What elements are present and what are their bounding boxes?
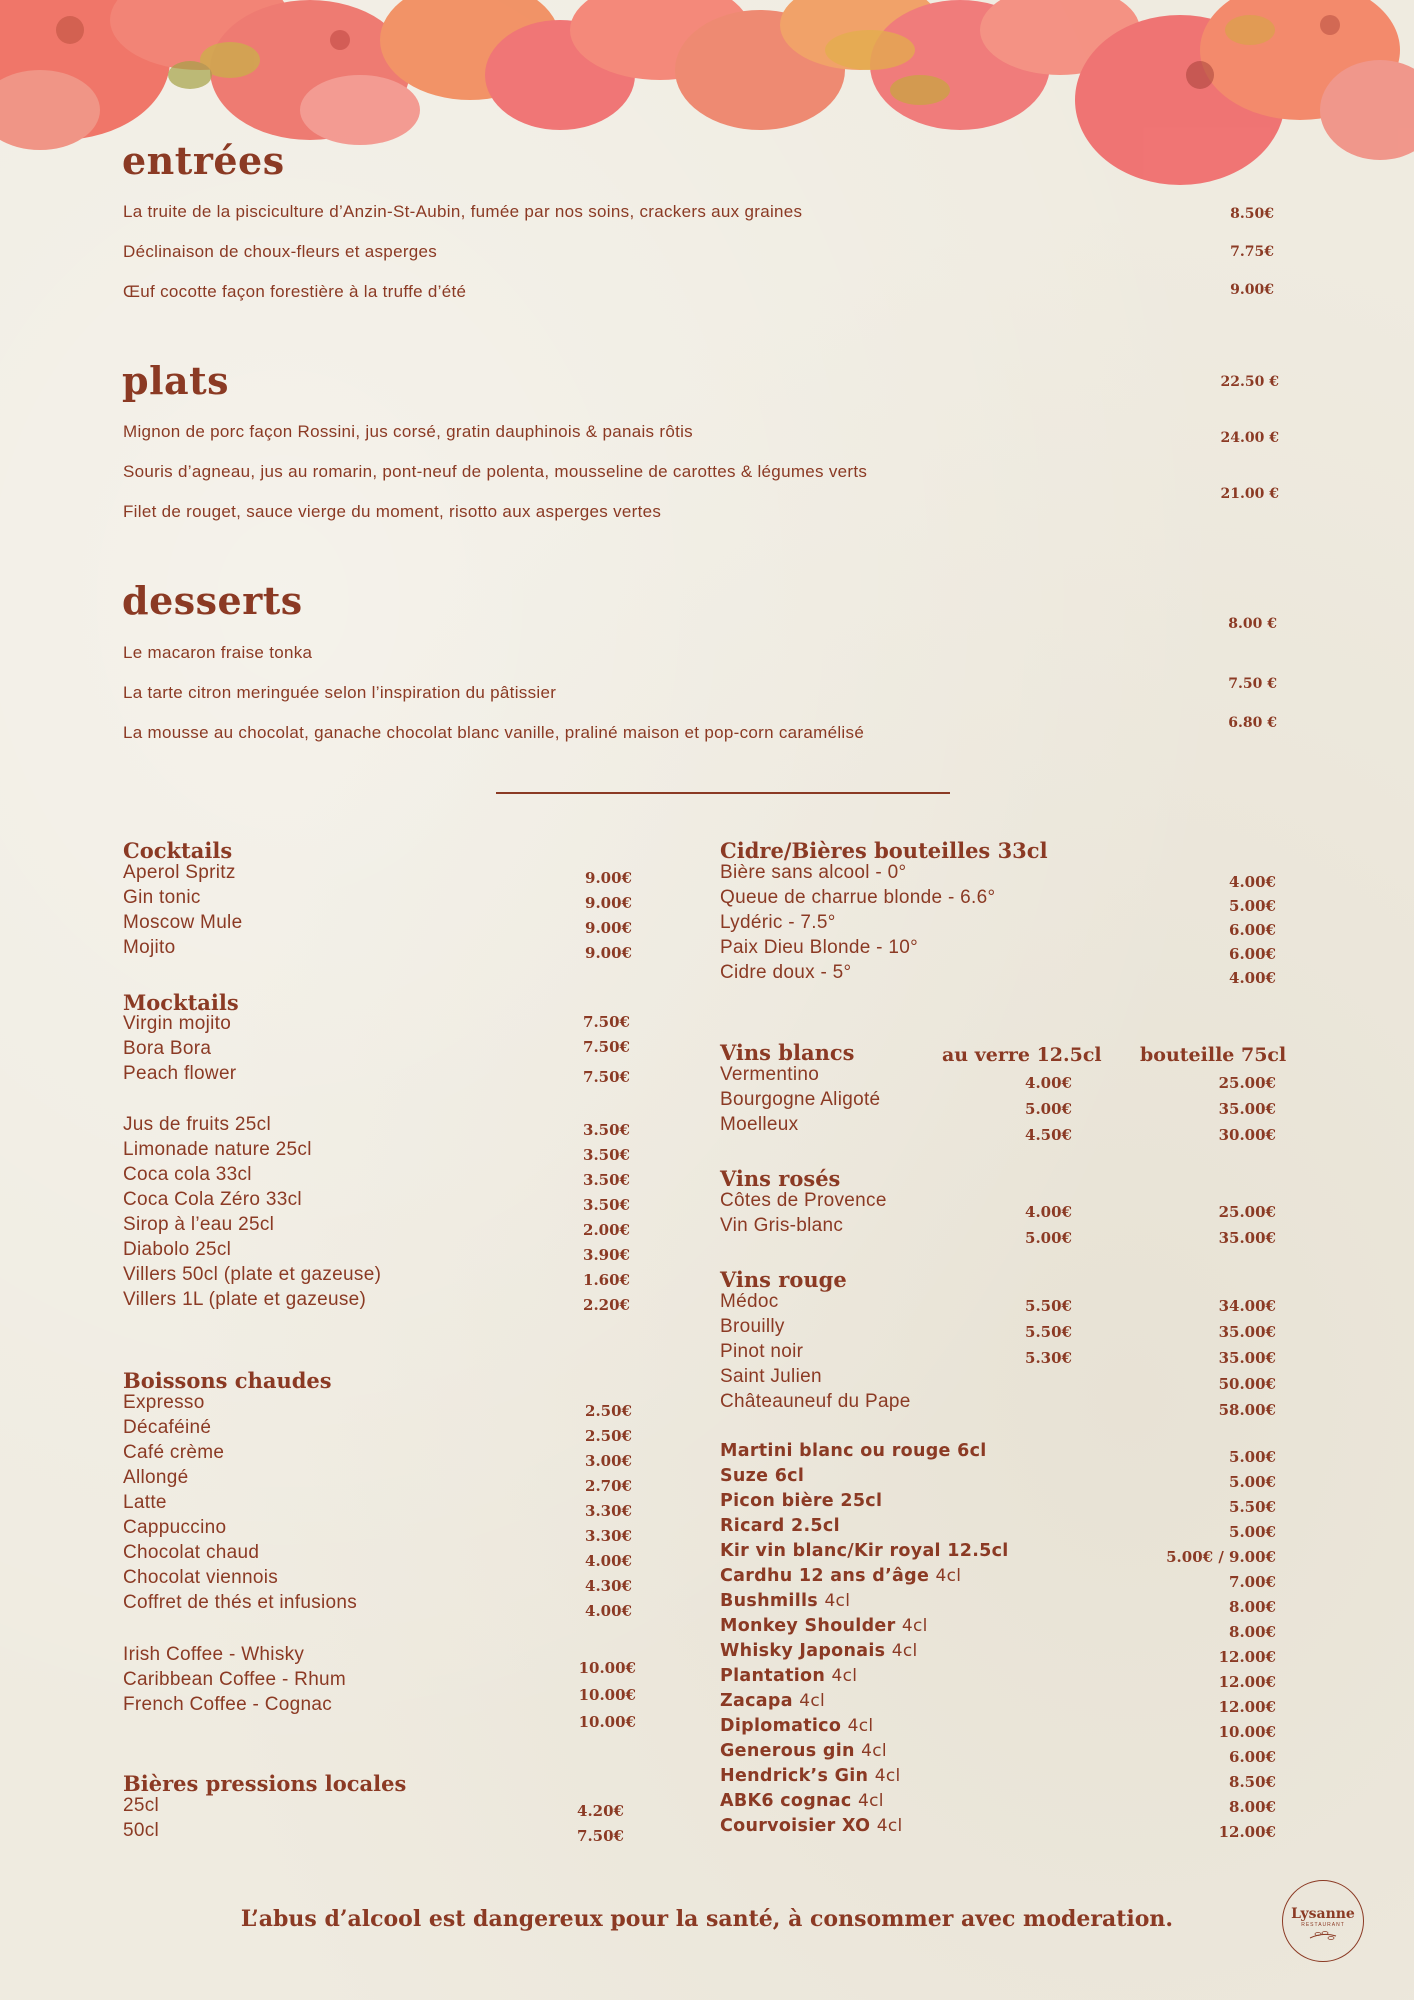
spirit-unit: 4cl [799,1691,826,1711]
section-title-mocktails: Mocktails [123,990,239,1015]
bottle-beer-price: 6.00€ [1229,921,1276,939]
spirit-item [720,1691,1009,1716]
spirit-item [720,1741,1009,1766]
cocktail-price: 9.00€ [585,869,632,887]
section-title-bieres-pressions: Bières pressions locales [123,1771,407,1796]
dessert-price: 6.80 € [1228,715,1277,731]
spirit-price: 5.50€ [1229,1498,1276,1516]
mocktail-list [123,1013,236,1088]
spirit-price: 8.00€ [1229,1798,1276,1816]
white-wine-bottle-price: 30.00€ [1218,1126,1276,1144]
spirit-price: 5.00€ / 9.00€ [1166,1548,1276,1566]
spirit-name: Monkey Shoulder [720,1616,896,1636]
spirit-unit: 4cl [935,1566,962,1586]
soft-drink-price: 2.20€ [583,1296,630,1314]
hot-drink-price: 3.00€ [585,1452,632,1470]
plat-item: Mignon de porc façon Rossini, jus corsé, gratin dauphinois & panais rôtis [123,422,693,441]
hot-drink-price: 2.50€ [585,1402,632,1420]
spirit-name: Kir vin blanc/Kir royal 12.5cl [720,1541,1009,1561]
mocktail-prices [583,1010,630,1090]
dessert-item: Le macaron fraise tonka [123,643,313,662]
cocktail-item: Mojito [123,937,176,958]
spirit-item [720,1641,1009,1666]
spirit-item [720,1466,1009,1491]
soft-drink-item: Sirop à l’eau 25cl [123,1214,275,1235]
hot-drink-prices [585,1399,632,1624]
bottle-beer-price: 6.00€ [1229,945,1276,963]
white-wine-bottle-prices [1219,1071,1276,1149]
cocktail-item: Aperol Spritz [123,862,236,883]
bottle-beer-price: 5.00€ [1229,897,1276,915]
spirit-name: Courvoisier XO [720,1816,871,1836]
spirit-item [720,1516,1009,1541]
red-wine-glass-price: 5.50€ [1025,1323,1072,1341]
spirit-unit: 4cl [857,1791,884,1811]
mocktail-item: Peach flower [123,1063,237,1084]
hot-drink-item: Chocolat chaud [123,1542,260,1563]
white-wine-item: Vermentino [720,1064,820,1085]
rose-wine-glass-prices [1025,1200,1072,1252]
spirit-price: 12.00€ [1218,1823,1276,1841]
soft-drink-item: Coca Cola Zéro 33cl [123,1189,302,1210]
spirit-unit: 4cl [831,1666,858,1686]
red-wine-item: Saint Julien [720,1366,822,1387]
spirit-name: ABK6 cognac [720,1791,852,1811]
soft-drink-list [123,1114,381,1314]
spirit-unit: 4cl [824,1591,851,1611]
red-wine-bottle-price: 34.00€ [1218,1297,1276,1315]
cocktail-item: Gin tonic [123,887,201,908]
mocktail-item: Virgin mojito [123,1013,232,1034]
bottle-beer-item: Queue de charrue blonde - 6.6° [720,887,996,908]
dessert-price: 7.50 € [1228,676,1277,692]
dessert-item: La mousse au chocolat, ganache chocolat blanc vanille, praliné maison et pop-corn caramélisé [123,723,865,742]
spirit-name: Zacapa [720,1691,793,1711]
section-title-entrees: entrées [122,138,285,183]
red-wine-list [720,1291,911,1416]
draft-beer-item: 50cl [123,1820,160,1841]
spirit-item [720,1566,1009,1591]
spirit-item [720,1666,1009,1691]
restaurant-logo [1282,1880,1364,1962]
bottle-beer-price: 4.00€ [1229,873,1276,891]
white-wine-glass-prices [1025,1071,1072,1149]
entree-price: 9.00€ [1230,282,1274,298]
soft-drink-item: Limonade nature 25cl [123,1139,312,1160]
draft-beer-prices [577,1799,624,1849]
rose-wine-glass-price: 4.00€ [1025,1203,1072,1221]
rose-wine-bottle-price: 25.00€ [1218,1203,1276,1221]
coffee-cocktail-prices [579,1656,636,1737]
red-wine-item: Brouilly [720,1316,785,1337]
spirit-price: 12.00€ [1218,1648,1276,1666]
white-wine-bottle-price: 35.00€ [1218,1100,1276,1118]
spirit-name: Suze 6cl [720,1466,805,1486]
hot-drink-price: 4.00€ [585,1602,632,1620]
section-title-cocktails: Cocktails [123,838,233,863]
mocktail-price: 7.50€ [583,1068,630,1086]
red-wine-bottle-price: 58.00€ [1218,1401,1276,1419]
red-wine-glass-price: 5.30€ [1025,1349,1072,1367]
red-wine-item: Pinot noir [720,1341,804,1362]
coffee-cocktail-price: 10.00€ [578,1713,636,1731]
hot-drink-list [123,1392,357,1617]
spirit-price: 5.00€ [1229,1523,1276,1541]
soft-drink-item: Coca cola 33cl [123,1164,252,1185]
soft-drink-item: Diabolo 25cl [123,1239,232,1260]
spirit-name: Diplomatico [720,1716,842,1736]
red-wine-item: Médoc [720,1291,779,1312]
coffee-cocktail-list [123,1644,346,1719]
spirit-item [720,1616,1009,1641]
section-title-vins-rouge: Vins rouge [720,1267,847,1292]
coffee-cocktail-item: French Coffee - Cognac [123,1694,333,1715]
spirit-price: 6.00€ [1229,1748,1276,1766]
bottle-beer-item: Paix Dieu Blonde - 10° [720,937,918,958]
red-wine-item: Châteauneuf du Pape [720,1391,911,1412]
white-wine-glass-price: 4.50€ [1025,1126,1072,1144]
red-wine-bottle-price: 35.00€ [1218,1323,1276,1341]
spirit-item [720,1791,1009,1816]
dessert-item: La tarte citron meringuée selon l’inspiration du pâtissier [123,683,557,702]
spirit-unit: 4cl [876,1816,903,1836]
hot-drink-price: 3.30€ [585,1502,632,1520]
hot-drink-item: Allongé [123,1467,189,1488]
hot-drink-item: Chocolat viennois [123,1567,279,1588]
spirit-item [720,1766,1009,1791]
wine-bottle-header: bouteille 75cl [1140,1044,1287,1066]
red-wine-bottle-price: 35.00€ [1218,1349,1276,1367]
spirit-name: Hendrick’s Gin [720,1766,869,1786]
spirit-price: 12.00€ [1218,1698,1276,1716]
soft-drink-item: Villers 1L (plate et gazeuse) [123,1289,367,1310]
wine-glass-header: au verre 12.5cl [942,1044,1102,1066]
plat-item: Souris d’agneau, jus au romarin, pont-neuf de polenta, mousseline de carottes & légumes verts [123,462,868,481]
red-wine-bottle-prices [1219,1294,1276,1424]
spirit-name: Bushmills [720,1591,819,1611]
draft-beer-item: 25cl [123,1795,160,1816]
spirit-prices [1166,1445,1276,1845]
bottle-beer-item: Lydéric - 7.5° [720,912,836,933]
bottle-beer-item: Cidre doux - 5° [720,962,852,983]
spirit-price: 8.50€ [1229,1773,1276,1791]
cocktail-list [123,862,242,962]
cocktail-item: Moscow Mule [123,912,243,933]
hot-drink-item: Décaféiné [123,1417,212,1438]
spirit-price: 12.00€ [1218,1673,1276,1691]
section-title-boissons-chaudes: Boissons chaudes [123,1368,332,1393]
soft-drink-item: Jus de fruits 25cl [123,1114,271,1135]
plat-price: 21.00 € [1220,486,1279,502]
rose-wine-item: Côtes de Provence [720,1190,887,1211]
rose-wine-item: Vin Gris-blanc [720,1215,844,1236]
hot-drink-item: Coffret de thés et infusions [123,1592,358,1613]
spirit-unit: 4cl [901,1616,928,1636]
entree-price: 7.75€ [1230,244,1274,260]
spirit-price: 5.00€ [1229,1473,1276,1491]
spirit-price: 8.00€ [1229,1598,1276,1616]
mocktail-price: 7.50€ [583,1013,630,1031]
logo-subtitle: RESTAURANT [1301,1922,1345,1928]
spirit-name: Picon bière 25cl [720,1491,883,1511]
spirit-unit: 4cl [874,1766,901,1786]
rose-wine-glass-price: 5.00€ [1025,1229,1072,1247]
coffee-cocktail-price: 10.00€ [578,1686,636,1704]
white-wine-bottle-price: 25.00€ [1218,1074,1276,1092]
white-wine-glass-price: 5.00€ [1025,1100,1072,1118]
coffee-cocktail-item: Caribbean Coffee - Rhum [123,1669,347,1690]
white-wine-item: Bourgogne Aligoté [720,1089,881,1110]
soft-drink-price: 1.60€ [583,1271,630,1289]
section-title-vins-blancs: Vins blancs [720,1040,855,1065]
section-title-desserts: desserts [122,578,303,623]
bottle-beer-item: Bière sans alcool - 0° [720,862,907,883]
mocktail-item: Bora Bora [123,1038,212,1059]
cocktail-price: 9.00€ [585,919,632,937]
rose-wine-list [720,1190,887,1240]
spirit-item [720,1716,1009,1741]
spirit-price: 10.00€ [1218,1723,1276,1741]
section-title-bieres-bouteilles: Cidre/Bières bouteilles 33cl [720,838,1048,863]
spirit-item [720,1491,1009,1516]
hot-drink-item: Expresso [123,1392,205,1413]
spirit-item [720,1441,1009,1466]
white-wine-item: Moelleux [720,1114,799,1135]
hot-drink-price: 4.00€ [585,1552,632,1570]
soft-drink-price: 2.00€ [583,1221,630,1239]
logo-text: Lysanne [1291,1906,1355,1922]
spirit-unit: 4cl [847,1716,874,1736]
entree-price: 8.50€ [1230,206,1274,222]
bottle-beer-prices [1229,870,1276,990]
soft-drink-price: 3.50€ [583,1121,630,1139]
coffee-cocktail-price: 10.00€ [578,1659,636,1677]
spirit-price: 7.00€ [1229,1573,1276,1591]
soft-drink-price: 3.50€ [583,1146,630,1164]
hot-drink-price: 2.70€ [585,1477,632,1495]
dessert-price: 8.00 € [1228,616,1277,632]
entree-item: La truite de la pisciculture d’Anzin-St-Aubin, fumée par nos soins, crackers aux graines [123,202,803,221]
spirit-price: 5.00€ [1229,1448,1276,1466]
spirit-name: Ricard 2.5cl [720,1516,840,1536]
spirit-name: Whisky Japonais [720,1641,886,1661]
alcohol-warning: L’abus d’alcool est dangereux pour la santé, à consommer avec moderation. [240,1906,1174,1932]
plat-item: Filet de rouget, sauce vierge du moment, risotto aux asperges vertes [123,502,662,521]
spirit-unit: 4cl [891,1641,918,1661]
section-title-plats: plats [122,358,230,403]
soft-drink-prices [583,1118,630,1318]
cocktail-price: 9.00€ [585,944,632,962]
plat-price: 22.50 € [1220,374,1279,390]
coffee-cocktail-item: Irish Coffee - Whisky [123,1644,305,1665]
red-wine-bottle-price: 50.00€ [1218,1375,1276,1393]
spirit-price: 8.00€ [1229,1623,1276,1641]
red-wine-glass-price: 5.50€ [1025,1297,1072,1315]
hot-drink-item: Café crème [123,1442,225,1463]
section-title-vins-roses: Vins rosés [720,1166,841,1191]
bottle-beer-list [720,862,995,987]
soft-drink-price: 3.50€ [583,1196,630,1214]
spirits-list [720,1441,1009,1841]
rose-wine-bottle-price: 35.00€ [1218,1229,1276,1247]
draft-beer-price: 4.20€ [577,1802,624,1820]
leaf-sprig-icon [1308,1928,1338,1942]
entree-item: Déclinaison de choux-fleurs et asperges [123,242,438,261]
spirit-name: Cardhu 12 ans d’âge [720,1566,930,1586]
hot-drink-price: 2.50€ [585,1427,632,1445]
bottle-beer-price: 4.00€ [1229,969,1276,987]
hot-drink-item: Cappuccino [123,1517,227,1538]
entree-item: Œuf cocotte façon forestière à la truffe d’été [123,282,467,301]
hot-drink-price: 4.30€ [585,1577,632,1595]
soft-drink-item: Villers 50cl (plate et gazeuse) [123,1264,382,1285]
mocktail-price: 7.50€ [583,1038,630,1056]
white-wine-list [720,1064,880,1139]
divider-line [496,792,950,794]
hot-drink-item: Latte [123,1492,167,1513]
cocktail-prices [585,866,632,966]
cocktail-price: 9.00€ [585,894,632,912]
spirit-item [720,1816,1009,1841]
soft-drink-price: 3.90€ [583,1246,630,1264]
spirit-item [720,1541,1009,1566]
hot-drink-price: 3.30€ [585,1527,632,1545]
soft-drink-price: 3.50€ [583,1171,630,1189]
spirit-name: Generous gin [720,1741,855,1761]
draft-beer-price: 7.50€ [577,1827,624,1845]
spirit-name: Plantation [720,1666,826,1686]
draft-beer-list [123,1795,159,1845]
spirit-item [720,1591,1009,1616]
spirit-name: Martini blanc ou rouge 6cl [720,1441,987,1461]
spirit-unit: 4cl [861,1741,887,1761]
red-wine-glass-prices [1025,1294,1072,1372]
white-wine-glass-price: 4.00€ [1025,1074,1072,1092]
plat-price: 24.00 € [1220,430,1279,446]
rose-wine-bottle-prices [1219,1200,1276,1252]
